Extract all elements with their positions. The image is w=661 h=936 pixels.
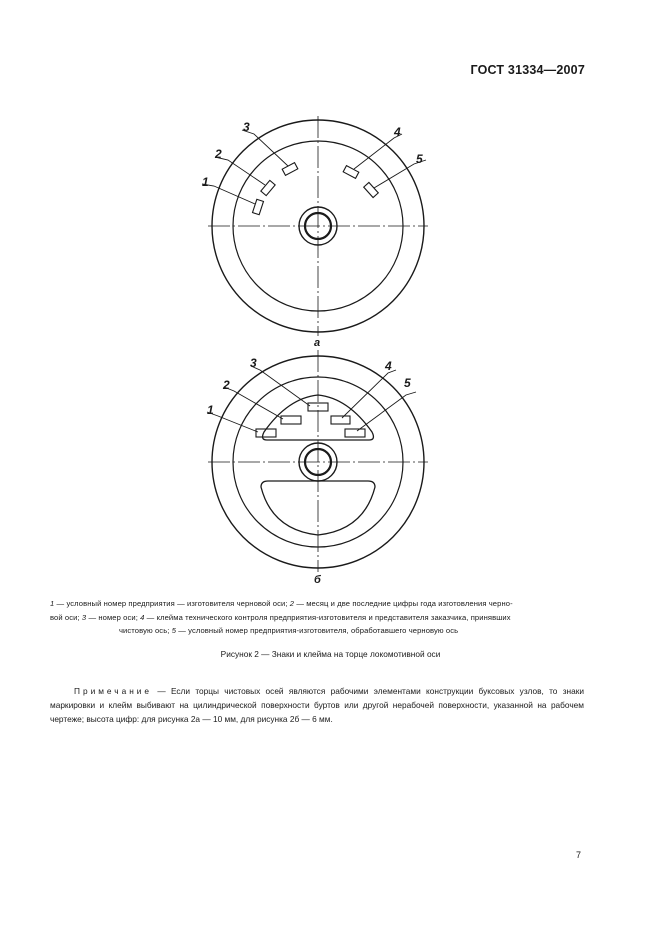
note-label: Примечание [74,686,153,696]
figure-caption: Рисунок 2 — Знаки и клейма на торце локомотивной оси [220,649,441,659]
legend-text-4: — клейма технического контроля предприятия-изготовителя и представителя заказчика, принявших [144,612,511,622]
figure-b-mark-2 [281,416,301,424]
figure-a-callout-5: 5 [416,152,423,166]
figure-b-end-view [207,350,428,572]
note-paragraph [50,684,584,727]
legend-cont-2: вой оси; [50,612,82,622]
figure-a-leader-3 [242,130,288,166]
legend-num-1: 1 [50,599,55,608]
figure-b-leader-1 [207,412,258,432]
legend-num-2: 2 [289,599,295,608]
legend-line-2 [50,611,590,625]
figure-a-callout-4: 4 [394,125,401,139]
figure-a-end-view [202,116,428,336]
figure-b-callout-4: 4 [385,359,392,373]
legend-line-1 [50,597,590,611]
legend-num-3: 3 [81,612,87,622]
figure-b-callout-3: 3 [250,356,257,370]
legend-cont-4: чистовую ось; [119,626,172,635]
legend-text-5: — условный номер предприятия-изготовителя, обработавшего черновую ось [176,626,459,635]
figure-a-mark-3 [282,163,298,176]
figure-b-leader-2 [224,387,283,419]
note-text: — Если торцы чистовых осей являются рабочими элементами конструкции буксовых узлов, то знаки маркировки и клейм выбивают на цилиндрической поверхности буртов или другой нерабочей поверхности, указанной на рабочем чертеже; высота цифр: для рисунка 2а — 10 мм, для рисунка 2б — 6 мм. [50,686,584,725]
legend-text-1: — условный номер предприятия — изготовителя черновой оси; [54,599,290,608]
figure-a-leader-1 [202,184,255,204]
figure-b-callout-2: 2 [223,378,230,392]
legend-text-3: — номер оси; [86,612,141,622]
legend-text-2: — месяц и две последние цифры года изготовления черно- [294,599,513,608]
document-code: ГОСТ 31334—2007 [470,63,585,77]
figure-b-sublabel: б [314,574,321,586]
figure-b-mark-5 [345,429,365,437]
figure-a-callout-1: 1 [202,175,209,189]
figure-a-mark-2 [261,180,275,195]
figure-b-callout-5: 5 [404,376,411,390]
figure-a-callout-3: 3 [243,120,250,134]
legend-num-5: 5 [171,626,177,635]
figure-a-mark-1 [253,199,264,214]
figure-legend [50,597,590,638]
figure-b-mark-4 [331,416,350,424]
page-number: 7 [576,850,582,860]
figure-a-callout-2: 2 [215,147,222,161]
legend-line-3 [50,624,590,638]
figure-a-mark-5 [364,182,379,197]
figure-a-sublabel: а [314,337,321,349]
legend-num-4: 4 [140,612,145,622]
figure-b-callout-1: 1 [207,403,214,417]
